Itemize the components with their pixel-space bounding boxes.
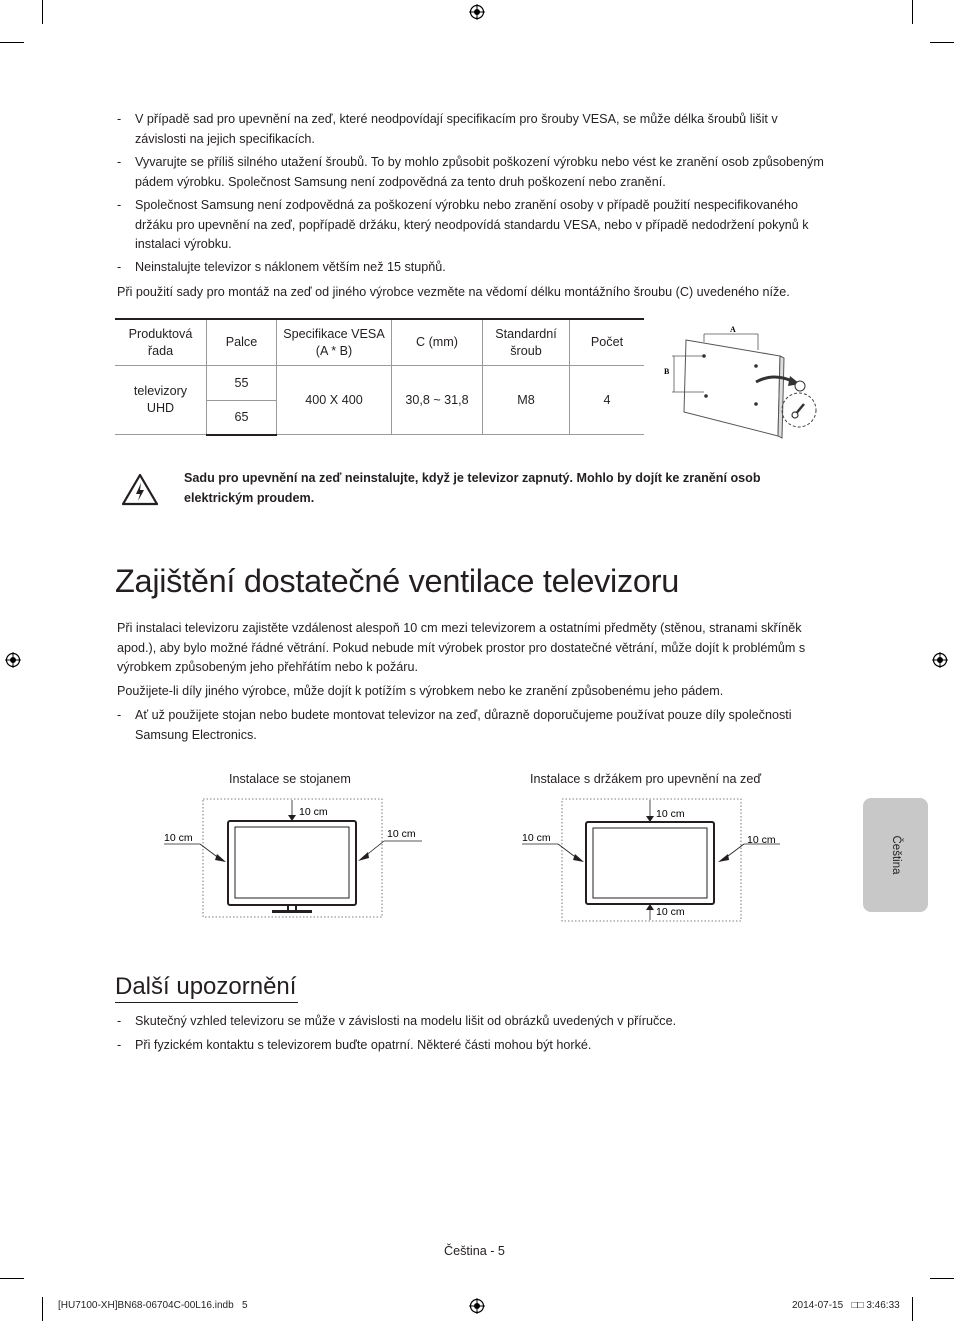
clearance-label-top: 10 cm xyxy=(299,806,328,818)
list-item: - Skutečný vzhled televizoru se může v závislosti na modelu lišit od obrázků uvedených v příručce. xyxy=(117,1014,677,1028)
wall-mount-diagram xyxy=(660,320,825,440)
registration-mark-icon xyxy=(469,1298,485,1314)
table-cell: televizory UHD xyxy=(115,366,207,435)
wall-diagram-title: Instalace s držákem pro upevnění na zeď xyxy=(530,772,762,786)
heading-underline xyxy=(115,1002,298,1003)
table-cell: M8 xyxy=(483,366,570,435)
stand-diagram-title: Instalace se stojanem xyxy=(229,772,351,786)
crop-mark xyxy=(0,42,24,43)
clearance-label-left: 10 cm xyxy=(522,832,551,844)
table-header: Standardní šroub xyxy=(483,319,570,366)
table-cell: 400 X 400 xyxy=(277,366,392,435)
ventilation-paragraph: Použijete-li díly jiného výrobce, může dojít k potížím s výrobkem nebo ke zranění způsobenému jeho pádem. xyxy=(117,684,724,698)
list-item: - Vyvarujte se příliš silného utažení šroubů. To by mohlo způsobit poškození výrobku nebo vést ke zranění osob způsobeným pádem výrobku. Společnost Samsung není zodpovědná za tento druh poškození nebo zranění. xyxy=(117,155,824,189)
table-header: C (mm) xyxy=(392,319,483,366)
list-item: - Při fyzickém kontaktu s televizorem buďte opatrní. Některé části mohou být horké. xyxy=(117,1038,592,1052)
list-item: - Ať už použijete stojan nebo budete montovat televizor na zeď, důrazně doporučujeme používat pouze díly společnosti Samsung Electronics. xyxy=(117,708,792,742)
ventilation-paragraph: Při instalaci televizoru zajistěte vzdálenost alespoň 10 cm mezi televizorem a ostatními předměty (stěnou, stranami skříněk apod.), aby bylo možné řádné větrání. Pokud nebude mít výrobek prostor pro dostatečné větrání, může dojít k problémům s výrobkem způsobeným jeho přehřátím nebo k požáru. xyxy=(117,621,806,674)
clearance-label-right: 10 cm xyxy=(747,834,776,846)
crop-mark xyxy=(0,1278,24,1279)
registration-mark-icon xyxy=(5,652,21,668)
wall-clearance-diagram xyxy=(518,795,783,925)
print-date-info: 2014-07-15 □□ 3:46:33 xyxy=(792,1300,900,1311)
table-cell: 30,8 ~ 31,8 xyxy=(392,366,483,435)
table-cell: 65 xyxy=(207,401,277,435)
table-header: Specifikace VESA (A * B) xyxy=(277,319,392,366)
table-header: Palce xyxy=(207,319,277,366)
clearance-label-left: 10 cm xyxy=(164,832,193,844)
stand-clearance-diagram xyxy=(160,795,425,920)
crop-mark xyxy=(930,42,954,43)
vesa-spec-table xyxy=(115,318,644,436)
print-file-info: [HU7100-XH]BN68-06704C-00L16.indb 5 xyxy=(58,1300,248,1311)
crop-mark xyxy=(42,0,43,24)
list-item: - V případě sad pro upevnění na zeď, které neodpovídají specifikacím pro šrouby VESA, se může délka šroubů lišit v závislosti na jejich specifikacích. xyxy=(117,112,778,146)
clearance-label-top: 10 cm xyxy=(656,808,685,820)
page-title: Zajištění dostatečné ventilace televizoru xyxy=(115,563,679,599)
dimension-label-b: B xyxy=(664,367,670,376)
list-item: - Neinstalujte televizor s náklonem větším než 15 stupňů. xyxy=(117,260,446,274)
warning-text: Sadu pro upevnění na zeď neinstalujte, když je televizor zapnutý. Mohlo by dojít ke zranění osob elektrickým proudem. xyxy=(184,471,761,505)
registration-mark-icon xyxy=(932,652,948,668)
page-number: Čeština - 5 xyxy=(444,1244,505,1258)
electric-warning-icon xyxy=(121,473,159,506)
table-header: Produktová řada xyxy=(115,319,207,366)
registration-mark-icon xyxy=(469,4,485,20)
intro-paragraph: Při použití sady pro montáž na zeď od jiného výrobce vezměte na vědomí délku montážního šroubu (C) uvedeného níže. xyxy=(117,285,790,299)
section-title: Další upozornění xyxy=(115,973,297,1000)
language-tab: Čeština xyxy=(863,798,928,912)
clearance-label-bottom: 10 cm xyxy=(656,906,685,918)
dimension-label-a: A xyxy=(730,325,736,334)
table-header: Počet xyxy=(570,319,645,366)
crop-mark xyxy=(912,1297,913,1321)
crop-mark xyxy=(930,1278,954,1279)
table-cell: 4 xyxy=(570,366,645,435)
crop-mark xyxy=(42,1297,43,1321)
clearance-label-right: 10 cm xyxy=(387,828,416,840)
crop-mark xyxy=(912,0,913,24)
table-cell: 55 xyxy=(207,366,277,401)
list-item: - Společnost Samsung není zodpovědná za poškození výrobku nebo zranění osoby v případě použití nespecifikovaného držáku pro upevnění na zeď, popřípadě držáku, který neodpovídá standardu VESA, nebo v případě nedodržení pokynů k instalaci výrobku. xyxy=(117,198,809,251)
